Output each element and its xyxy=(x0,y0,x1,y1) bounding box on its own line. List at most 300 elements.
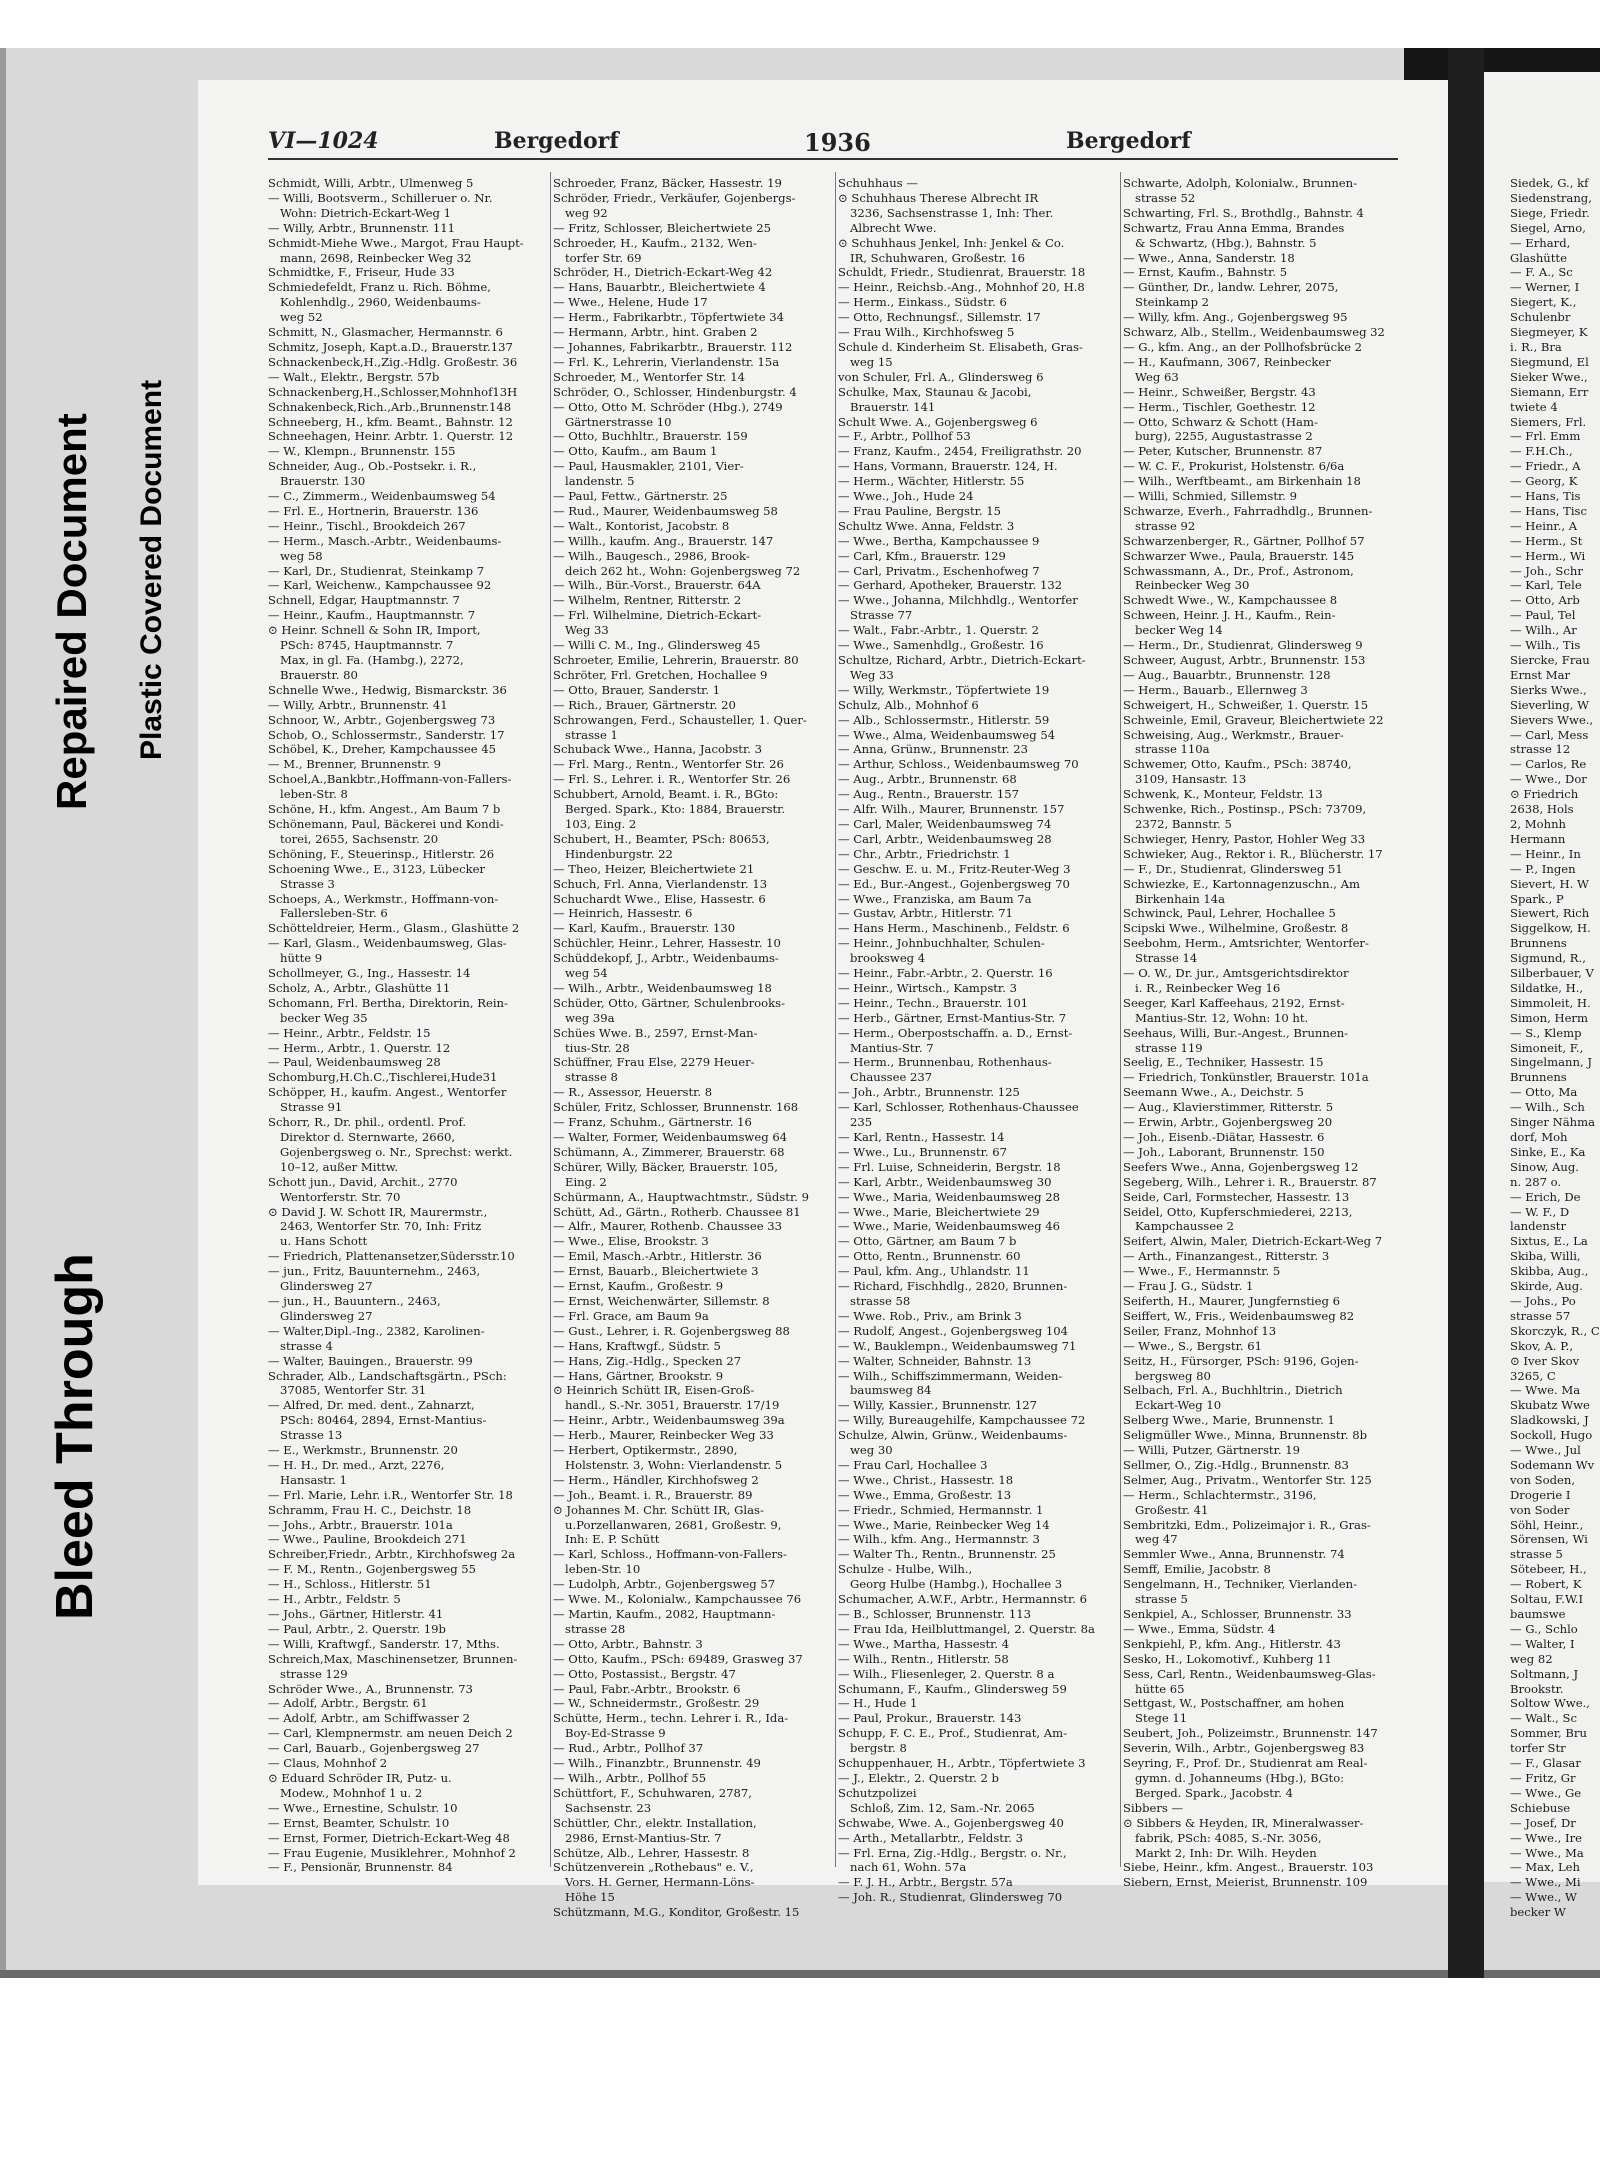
directory-entry: Schuldt, Friedr., Studienrat, Brauerstr. 18 xyxy=(838,265,1086,280)
directory-entry: — O. W., Dr. jur., Amtsgerichtsdirektor xyxy=(1123,966,1349,981)
directory-entry: Schumann, F., Kaufm., Glindersweg 59 xyxy=(838,1681,1067,1696)
directory-entry: Sesko, H., Lokomotivf., Kuhberg 11 xyxy=(1123,1651,1332,1666)
directory-entry: — Hans Herm., Maschinenb., Feldstr. 6 xyxy=(838,921,1070,936)
directory-entry: Schroeter, Emilie, Lehrerin, Brauerstr. 80 xyxy=(553,653,799,667)
adjacent-page-entry: — Wwe., Jul xyxy=(1510,1443,1581,1458)
directory-entry: Seifert, Alwin, Maler, Dietrich-Eckart-Weg 7 xyxy=(1123,1234,1383,1249)
directory-entry: Seeger, Karl Kaffeehaus, 2192, Ernst- xyxy=(1123,995,1345,1010)
directory-entry: — Frl. S., Lehrer. i. R., Wentorfer Str. 26 xyxy=(553,772,791,787)
adjacent-page-entry: — Heinr., A xyxy=(1510,518,1578,533)
directory-entry: weg 54 xyxy=(565,966,608,981)
adjacent-page-entry: — Frl. Emm xyxy=(1510,429,1581,444)
directory-entry: — Otto, Kaufm., PSch: 69489, Grasweg 37 xyxy=(553,1651,803,1666)
directory-entry: Schröder Wwe., A., Brunnenstr. 73 xyxy=(268,1681,473,1696)
directory-entry: Schramm, Frau H. C., Deichstr. 18 xyxy=(268,1502,472,1517)
directory-entry: Sibbers — xyxy=(1123,1800,1184,1815)
directory-entry: — H., Kaufmann, 3067, Reinbecker xyxy=(1123,354,1331,369)
directory-entry: — Herb., Gärtner, Ernst-Mantius-Str. 7 xyxy=(838,1010,1067,1025)
directory-entry: — Johannes, Fabrikarbtr., Brauerstr. 112 xyxy=(553,339,793,354)
directory-entry: Schüttfort, F., Schuhwaren, 2787, xyxy=(553,1785,752,1800)
directory-entry: — Herm., Masch.-Arbtr., Weidenbaums- xyxy=(268,533,502,548)
directory-entry: fabrik, PSch: 4085, S.-Nr. 3056, xyxy=(1135,1830,1322,1845)
directory-entry: u.Porzellanwaren, 2681, Großestr. 9, xyxy=(565,1517,782,1532)
directory-entry: Schnoor, W., Arbtr., Gojenbergsweg 73 xyxy=(268,712,496,727)
directory-entry: — Ernst, Weichenwärter, Sillemstr. 8 xyxy=(553,1293,770,1308)
directory-entry: — Wilh., Arbtr., Weidenbaumsweg 18 xyxy=(553,980,772,995)
directory-entry: — Otto, Postassist., Bergstr. 47 xyxy=(553,1666,736,1681)
directory-entry: Schollmeyer, G., Ing., Hassestr. 14 xyxy=(268,966,471,981)
directory-entry: — Otto, Rechnungsf., Sillemstr. 17 xyxy=(838,310,1041,325)
directory-entry: Schüffner, Frau Else, 2279 Heuer- xyxy=(553,1055,755,1070)
adjacent-page-entry: strasse 57 xyxy=(1510,1308,1571,1323)
directory-entry: — Heinr., Reichsb.-Ang., Mohnhof 20, H.8 xyxy=(838,280,1085,295)
directory-entry: weg 47 xyxy=(1135,1532,1178,1547)
adjacent-page-entry: — Wwe., W xyxy=(1510,1890,1577,1905)
scan-bottom-band xyxy=(0,1970,1600,1978)
directory-entry: — Ed., Bur.-Angest., Gojenbergsweg 70 xyxy=(838,876,1070,891)
adjacent-page-entry: Soltow Wwe., xyxy=(1510,1696,1590,1711)
directory-entry: Schmiedefeldt, Franz u. Rich. Böhme, xyxy=(268,280,491,295)
directory-entry: Schwarzenberger, R., Gärtner, Pollhof 57 xyxy=(1123,533,1365,548)
directory-entry: Seehaus, Willi, Bur.-Angest., Brunnen- xyxy=(1123,1025,1349,1040)
directory-entry: — Joh., Laborant, Brunnenstr. 150 xyxy=(1123,1144,1325,1159)
directory-entry: — Paul, Fettw., Gärtnerstr. 25 xyxy=(553,489,728,504)
adjacent-page-entry: 3265, C xyxy=(1510,1368,1556,1383)
directory-entry: — Heinr., Arbtr., Feldstr. 15 xyxy=(268,1025,431,1040)
directory-entry: Schuch, Frl. Anna, Vierlandenstr. 13 xyxy=(553,876,768,891)
directory-entry: Schüttler, Chr., elektr. Installation, xyxy=(553,1815,757,1830)
directory-entry: strasse 8 xyxy=(565,1070,618,1085)
directory-entry: Seide, Carl, Formstecher, Hassestr. 13 xyxy=(1123,1189,1350,1204)
directory-entry: — Fritz, Schlosser, Bleichertwiete 25 xyxy=(553,220,771,235)
adjacent-page-entry: — Joh., Schr xyxy=(1510,563,1583,578)
directory-entry: ⊙ David J. W. Schott IR, Maurermstr., xyxy=(268,1204,488,1219)
directory-entry: Selmer, Aug., Privatm., Wentorfer Str. 125 xyxy=(1123,1472,1372,1487)
directory-entry: — Emil, Masch.-Arbtr., Hitlerstr. 36 xyxy=(553,1249,762,1264)
adjacent-page-entry: Skov, A. P., xyxy=(1510,1338,1574,1353)
directory-entry: — Willi, Putzer, Gärtnerstr. 19 xyxy=(1123,1443,1300,1458)
header-year: 1936 xyxy=(804,128,871,157)
directory-entry: weg 58 xyxy=(280,548,323,563)
directory-entry: — Otto, Gärtner, am Baum 7 b xyxy=(838,1234,1017,1249)
directory-entry: Schloß, Zim. 12, Sam.-Nr. 2065 xyxy=(850,1800,1035,1815)
adjacent-page-entry: — Karl, Tele xyxy=(1510,578,1582,593)
directory-entry: — jun., H., Bauuntern., 2463, xyxy=(268,1293,441,1308)
adjacent-page-entry: strasse 12 xyxy=(1510,742,1571,757)
directory-entry: 103, Eing. 2 xyxy=(565,816,637,831)
directory-entry: Schule d. Kinderheim St. Elisabeth, Gras- xyxy=(838,339,1083,354)
adjacent-page-entry: Sörensen, Wi xyxy=(1510,1532,1588,1547)
directory-entry: Seiffert, W., Fris., Weidenbaumsweg 82 xyxy=(1123,1308,1355,1323)
directory-entry: — Heinr., Tischl., Brookdeich 267 xyxy=(268,518,466,533)
directory-entry: — Otto, Rentn., Brunnenstr. 60 xyxy=(838,1249,1021,1264)
directory-entry: torei, 2655, Sachsenstr. 20 xyxy=(280,831,439,846)
directory-entry: gymn. d. Johanneums (Hbg.), BGto: xyxy=(1135,1770,1345,1785)
directory-entry: Schubbert, Arnold, Beamt. i. R., BGto: xyxy=(553,787,779,802)
directory-entry: Schwieger, Henry, Pastor, Hohler Weg 33 xyxy=(1123,831,1366,846)
directory-entry: — Herm., Tischler, Goethestr. 12 xyxy=(1123,399,1316,414)
directory-entry: Schwarze, Everh., Fahrradhdlg., Brunnen- xyxy=(1123,503,1373,518)
directory-entry: — Peter, Kutscher, Brunnenstr. 87 xyxy=(1123,444,1323,459)
directory-entry: — Johs., Gärtner, Hitlerstr. 41 xyxy=(268,1607,444,1621)
adjacent-page-entry: — Wwe., Ge xyxy=(1510,1785,1582,1800)
directory-entry: leben-Str. 10 xyxy=(565,1562,641,1577)
directory-entry: Schrowangen, Ferd., Schausteller, 1. Quer- xyxy=(553,712,807,727)
directory-entry: — Frl. Marie, Lehr. i.R., Wentorfer Str. 18 xyxy=(268,1487,513,1502)
directory-entry: Schönemann, Paul, Bäckerei und Kondi- xyxy=(268,816,504,831)
directory-entry: Max, in gl. Fa. (Hambg.), 2272, xyxy=(280,653,464,667)
directory-entry: Gärtnerstrasse 10 xyxy=(565,414,672,429)
directory-entry: — Ernst, Kaufm., Bahnstr. 5 xyxy=(1123,265,1288,280)
directory-entry: — E., Werkmstr., Brunnenstr. 20 xyxy=(268,1443,458,1458)
directory-entry: — Herm., Einkass., Südstr. 6 xyxy=(838,295,1007,310)
directory-entry: Schwiezke, E., Kartonnagenzuschn., Am xyxy=(1123,876,1361,891)
directory-entry: strasse 119 xyxy=(1135,1040,1203,1055)
directory-entry: Schult Wwe. A., Gojenbergsweg 6 xyxy=(838,414,1038,429)
directory-entry: Direktor d. Sternwarte, 2660, xyxy=(280,1130,456,1144)
directory-entry: — Arth., Finanzangest., Ritterstr. 3 xyxy=(1123,1249,1330,1264)
directory-entry: — Heinr., Schweißer, Bergstr. 43 xyxy=(1123,384,1316,399)
adjacent-page-entry: — Otto, Ma xyxy=(1510,1085,1578,1100)
directory-entry: tius-Str. 28 xyxy=(565,1040,630,1055)
directory-entry: Schoel,A.,Bankbtr.,Hoffmann-von-Fallers- xyxy=(268,772,512,787)
adjacent-page-entry: — Paul, Tel xyxy=(1510,608,1576,623)
page-section-number: VI—1024 xyxy=(268,128,379,154)
directory-column-2 xyxy=(553,176,839,1920)
directory-entry: Schmidtke, F., Friseur, Hude 33 xyxy=(268,265,455,280)
directory-entry: — Gust., Lehrer, i. R. Gojenbergsweg 88 xyxy=(553,1323,790,1338)
directory-entry: — Ernst, Bauarb., Bleichertwiete 3 xyxy=(553,1264,759,1279)
adjacent-page-entry: Sievert, H. W xyxy=(1510,876,1589,891)
directory-entry: — Herm., Fabrikarbtr., Töpfertwiete 34 xyxy=(553,310,785,325)
adjacent-page-entry: 2, Mohnh xyxy=(1510,816,1566,831)
directory-entry: — Richard, Fischhdlg., 2820, Brunnen- xyxy=(838,1279,1068,1294)
directory-entry: — Wwe., Pauline, Brookdeich 271 xyxy=(268,1532,467,1547)
adjacent-page-entry: Simmoleit, H. xyxy=(1510,995,1591,1010)
directory-entry: — jun., Fritz, Bauunternehm., 2463, xyxy=(268,1264,481,1279)
directory-entry: Schüler, Fritz, Schlosser, Brunnenstr. 168 xyxy=(553,1100,799,1115)
directory-entry: — Friedrich, Plattenansetzer,Südersstr.10 xyxy=(268,1249,515,1264)
directory-entry: — Rudolf, Angest., Gojenbergsweg 104 xyxy=(838,1323,1069,1338)
directory-entry: — Herm., Wächter, Hitlerstr. 55 xyxy=(838,474,1025,489)
directory-entry: Schulze, Alwin, Grünw., Weidenbaums- xyxy=(838,1428,1068,1443)
directory-entry: hütte 9 xyxy=(280,951,323,966)
directory-entry: — Arthur, Schloss., Weidenbaumsweg 70 xyxy=(838,757,1079,772)
directory-entry: PSch: 80464, 2894, Ernst-Mantius- xyxy=(280,1413,487,1428)
directory-entry: — Wilh., Baugesch., 2986, Brook- xyxy=(553,548,750,563)
directory-entry: — Paul, Arbtr., 2. Querstr. 19b xyxy=(268,1621,446,1636)
directory-entry: Berged. Spark., Kto: 1884, Brauerstr. xyxy=(565,802,786,817)
directory-entry: — Joh., Arbtr., Brunnenstr. 125 xyxy=(838,1085,1020,1100)
directory-entry: Hansastr. 1 xyxy=(280,1472,347,1487)
directory-entry: ⊙ Heinr. Schnell & Sohn IR, Import, xyxy=(268,623,481,638)
directory-entry: strasse 1 xyxy=(565,727,618,742)
adjacent-page-entry: — Herm., St xyxy=(1510,533,1583,548)
directory-entry: Schützenverein „Rothebaus" e. V., xyxy=(553,1860,754,1875)
directory-entry: — Herm., Arbtr., 1. Querstr. 12 xyxy=(268,1040,451,1055)
plastic-covered-label: Plastic Covered Document xyxy=(135,379,168,760)
directory-entry: — Frl. Erna, Zig.-Hdlg., Bergstr. o. Nr., xyxy=(838,1845,1067,1860)
adjacent-page-entry: Sockoll, Hugo xyxy=(1510,1428,1593,1443)
directory-entry: Vors. H. Gerner, Hermann-Löns- xyxy=(565,1875,755,1890)
directory-entry: — Karl, Kaufm., Brauerstr. 130 xyxy=(553,921,736,936)
directory-entry: Modew., Mohnhof 1 u. 2 xyxy=(280,1785,423,1800)
directory-entry: Schob, O., Schlossermstr., Sanderstr. 17 xyxy=(268,727,505,742)
directory-entry: — Willy, Werkmstr., Töpfertwiete 19 xyxy=(838,682,1050,697)
directory-entry: Schöpper, H., kaufm. Angest., Wentorfer xyxy=(268,1085,507,1100)
adjacent-page-entry: Sierks Wwe., xyxy=(1510,682,1587,697)
adjacent-page-entry: Drogerie I xyxy=(1510,1487,1571,1502)
directory-entry: — Karl, Schlosser, Rothenhaus-Chaussee xyxy=(838,1100,1079,1115)
directory-entry: — Heinr., Kaufm., Hauptmannstr. 7 xyxy=(268,608,476,623)
directory-entry: — Wwe., F., Hermannstr. 5 xyxy=(1123,1264,1281,1279)
directory-entry: — Aug., Bauarbtr., Brunnenstr. 128 xyxy=(1123,667,1331,682)
directory-entry: Seefers Wwe., Anna, Gojenbergsweg 12 xyxy=(1123,1159,1359,1174)
adjacent-page-entry: Skibba, Aug., xyxy=(1510,1264,1589,1279)
directory-entry: — Friedrich, Tonkünstler, Brauerstr. 101a xyxy=(1123,1070,1369,1085)
directory-entry: — G., kfm. Ang., an der Pollhofsbrücke 2 xyxy=(1123,339,1363,354)
adjacent-page-entry: Brunnens xyxy=(1510,936,1567,951)
directory-entry: Semff, Emilie, Jacobstr. 8 xyxy=(1123,1562,1271,1577)
directory-entry: Chaussee 237 xyxy=(850,1070,933,1085)
directory-entry: Schümann, A., Zimmerer, Brauerstr. 68 xyxy=(553,1144,785,1159)
adjacent-page-entry: Siercke, Frau xyxy=(1510,653,1590,667)
directory-entry: Schnackenberg,H.,Schlosser,Mohnhof13H xyxy=(268,384,518,399)
directory-entry: Strasse 91 xyxy=(280,1100,343,1115)
adjacent-page-entry: — Heinr., In xyxy=(1510,846,1581,861)
directory-entry: 3236, Sachsenstrasse 1, Inh: Ther. xyxy=(850,205,1054,220)
directory-entry: Schroeder, H., Kaufm., 2132, Wen- xyxy=(553,235,757,250)
column-divider xyxy=(550,172,551,1867)
directory-entry: Schweer, August, Arbtr., Brunnenstr. 153 xyxy=(1123,653,1366,667)
directory-entry: — Wwe., Marie, Reinbecker Weg 14 xyxy=(838,1517,1050,1532)
directory-entry: Fallersleben-Str. 6 xyxy=(280,906,388,921)
directory-entry: — W., Klempn., Brunnenstr. 155 xyxy=(268,444,456,459)
directory-entry: — Aug., Rentn., Brauerstr. 157 xyxy=(838,787,1020,802)
adjacent-page-entry: Siegmund, El xyxy=(1510,354,1589,369)
directory-entry: Schwemer, Otto, Kaufm., PSch: 38740, xyxy=(1123,757,1352,772)
adjacent-page-entry: Schiebuse xyxy=(1510,1800,1571,1815)
directory-entry: — Wwe., Alma, Weidenbaumsweg 54 xyxy=(838,727,1056,742)
directory-entry: — W., Schneidermstr., Großestr. 29 xyxy=(553,1696,760,1711)
directory-entry: Weg 63 xyxy=(1135,369,1179,384)
directory-entry: — Wwe., Emma, Großestr. 13 xyxy=(838,1487,1012,1502)
directory-entry: Schultze, Richard, Arbtr., Dietrich-Eckart- xyxy=(838,653,1086,667)
directory-entry: — Hans, Zig.-Hdlg., Specken 27 xyxy=(553,1353,742,1368)
header-city-left: Bergedorf xyxy=(494,128,619,154)
directory-entry: Weg 33 xyxy=(850,667,894,682)
directory-entry: Schmidt, Willi, Arbtr., Ulmenweg 5 xyxy=(268,176,474,190)
directory-entry: ⊙ Schuhhaus Jenkel, Inh: Jenkel & Co. xyxy=(838,235,1065,250)
directory-entry: — Herb., Maurer, Reinbecker Weg 33 xyxy=(553,1428,774,1443)
directory-entry: Markt 2, Inh: Dr. Wilh. Heyden xyxy=(1135,1845,1317,1860)
directory-entry: Schweigert, H., Schweißer, 1. Querstr. 15 xyxy=(1123,697,1369,712)
directory-entry: Steinkamp 2 xyxy=(1135,295,1210,310)
directory-entry: Seiferth, H., Maurer, Jungfernstieg 6 xyxy=(1123,1293,1340,1308)
directory-entry: Schöne, H., kfm. Angest., Am Baum 7 b xyxy=(268,802,501,817)
directory-entry: — Willy, Bureaugehilfe, Kampchaussee 72 xyxy=(838,1413,1086,1428)
directory-entry: — Gerhard, Apotheker, Brauerstr. 132 xyxy=(838,578,1063,593)
adjacent-page-entry: — Wwe., Dor xyxy=(1510,772,1587,787)
adjacent-page-entry: — Wwe., Ma xyxy=(1510,1845,1584,1860)
directory-entry: Schwassmann, A., Dr., Prof., Astronom, xyxy=(1123,563,1354,578)
directory-entry: — Wwe., Marie, Weidenbaumsweg 46 xyxy=(838,1219,1060,1234)
directory-entry: strasse 58 xyxy=(850,1293,911,1308)
directory-entry: bergstr. 8 xyxy=(850,1741,907,1756)
adjacent-page-entry: — Werner, I xyxy=(1510,280,1580,295)
directory-entry: Schutzpolizei xyxy=(838,1785,917,1800)
directory-entry: — Walter,Dipl.-Ing., 2382, Karolinen- xyxy=(268,1323,485,1338)
directory-entry: — Frl. K., Lehrerin, Vierlandenstr. 15a xyxy=(553,354,780,369)
directory-entry: 10–12, außer Mittw. xyxy=(280,1159,399,1174)
directory-entry: — Adolf, Arbtr., am Schiffwasser 2 xyxy=(268,1711,470,1726)
directory-entry: nach 61, Wohn. 57a xyxy=(850,1860,967,1875)
directory-entry: Schürmann, A., Hauptwachtmstr., Südstr. 9 xyxy=(553,1189,809,1204)
directory-entry: — Friedr., Schmied, Hermannstr. 1 xyxy=(838,1502,1044,1517)
adjacent-page-entry: 2638, Hols xyxy=(1510,802,1574,817)
directory-entry: — Rich., Brauer, Gärtnerstr. 20 xyxy=(553,697,736,712)
adjacent-page-entry: Siggelkow, H. xyxy=(1510,921,1591,936)
directory-entry: Sellmer, O., Zig.-Hdlg., Brunnenstr. 83 xyxy=(1123,1457,1349,1472)
directory-entry: — Hermann, Arbtr., hint. Graben 2 xyxy=(553,325,758,340)
directory-entry: — Geschw. E. u. M., Fritz-Reuter-Weg 3 xyxy=(838,861,1071,876)
directory-entry: Großestr. 41 xyxy=(1135,1502,1209,1517)
directory-entry: Eckart-Weg 10 xyxy=(1135,1398,1222,1413)
directory-entry: Selberg Wwe., Marie, Brunnenstr. 1 xyxy=(1123,1413,1335,1428)
directory-entry: — Anna, Grünw., Brunnenstr. 23 xyxy=(838,742,1028,757)
directory-entry: — Adolf, Arbtr., Bergstr. 61 xyxy=(268,1696,428,1711)
directory-entry: Schwenk, K., Monteur, Feldstr. 13 xyxy=(1123,787,1323,802)
directory-entry: — H., Arbtr., Feldstr. 5 xyxy=(268,1592,401,1607)
directory-entry: Sess, Carl, Rentn., Weidenbaumsweg-Glas- xyxy=(1123,1666,1376,1681)
directory-entry: — Frau J. G., Südstr. 1 xyxy=(1123,1279,1254,1294)
directory-entry: Schwarte, Adolph, Kolonialw., Brunnen- xyxy=(1123,176,1358,190)
directory-entry: Schnell, Edgar, Hauptmannstr. 7 xyxy=(268,593,460,608)
directory-entry: — Wwe. M., Kolonialw., Kampchaussee 76 xyxy=(553,1592,802,1607)
directory-entry: — Wwe., Elise, Brookstr. 3 xyxy=(553,1234,709,1249)
adjacent-page-entry: — Friedr., A xyxy=(1510,459,1581,474)
directory-entry: weg 15 xyxy=(850,354,893,369)
adjacent-page-entry: Sommer, Bru xyxy=(1510,1726,1587,1741)
directory-entry: Schnackenbeck,H.,Zig.-Hdlg. Großestr. 36 xyxy=(268,354,518,369)
directory-entry: Schützmann, M.G., Konditor, Großestr. 15 xyxy=(553,1905,800,1920)
adjacent-page-entry: — Robert, K xyxy=(1510,1577,1582,1592)
directory-entry: 2463, Wentorfer Str. 70, Inh: Fritz xyxy=(280,1219,482,1234)
adjacent-page-entry: ⊙ Iver Skov xyxy=(1510,1353,1580,1368)
directory-entry: Schorr, R., Dr. phil., ordentl. Prof. xyxy=(268,1115,467,1130)
directory-entry: — Franz, Schuhm., Gärtnerstr. 16 xyxy=(553,1115,752,1130)
directory-entry: Siebe, Heinr., kfm. Angest., Brauerstr. 103 xyxy=(1123,1860,1374,1875)
directory-entry: — Hans, Kraftwgf., Südstr. 5 xyxy=(553,1338,721,1353)
adjacent-page-entry: Soltau, F.W.I xyxy=(1510,1592,1584,1607)
directory-entry: Scholz, A., Arbtr., Glashütte 11 xyxy=(268,980,451,995)
directory-column-3 xyxy=(838,176,1124,1905)
directory-entry: Schües Wwe. B., 2597, Ernst-Man- xyxy=(553,1025,758,1040)
directory-entry: Schreiber,Friedr., Arbtr., Kirchhofsweg 2a xyxy=(268,1547,516,1562)
directory-entry: — Joh., Beamt. i. R., Brauerstr. 89 xyxy=(553,1487,753,1502)
directory-entry: — Wwe., Martha, Hassestr. 4 xyxy=(838,1636,1010,1651)
directory-entry: handl., S.-Nr. 3051, Brauerstr. 17/19 xyxy=(565,1398,780,1413)
directory-entry: Hindenburgstr. 22 xyxy=(565,846,673,861)
adjacent-page-entry: Sladkowski, J xyxy=(1510,1413,1589,1428)
directory-entry: bergsweg 80 xyxy=(1135,1368,1211,1383)
directory-entry: Schröder, Friedr., Verkäufer, Gojenbergs- xyxy=(553,190,796,205)
directory-entry: — Otto, Otto M. Schröder (Hbg.), 2749 xyxy=(553,399,783,414)
adjacent-page-entry: Sinke, E., Ka xyxy=(1510,1144,1586,1159)
directory-entry: — Walter, Schneider, Bahnstr. 13 xyxy=(838,1353,1032,1368)
directory-entry: — Carl, Kfm., Brauerstr. 129 xyxy=(838,548,1006,563)
adjacent-page-entry: becker W xyxy=(1510,1905,1566,1920)
directory-entry: — Wilh., Arbtr., Pollhof 55 xyxy=(553,1770,707,1785)
adjacent-page-entry: Sieker Wwe., xyxy=(1510,369,1588,384)
directory-entry: Schwinck, Paul, Lehrer, Hochallee 5 xyxy=(1123,906,1336,921)
directory-entry: — Paul, Weidenbaumsweg 28 xyxy=(268,1055,441,1070)
directory-entry: — Heinr., Arbtr., Weidenbaumsweg 39a xyxy=(553,1413,785,1428)
directory-entry: Schwenke, Rich., Postinsp., PSch: 73709, xyxy=(1123,802,1367,817)
directory-entry: Mantius-Str. 12, Wohn: 10 ht. xyxy=(1135,1010,1309,1025)
directory-entry: Höhe 15 xyxy=(565,1890,615,1905)
adjacent-page-entry: — Erich, De xyxy=(1510,1189,1581,1204)
directory-entry: Glindersweg 27 xyxy=(280,1308,373,1323)
directory-entry: — Wilh., Werftbeamt., am Birkenhain 18 xyxy=(1123,474,1361,489)
directory-entry: Schötteldreier, Herm., Glasm., Glashütte 2 xyxy=(268,921,520,936)
adjacent-page-entry: Singelmann, J xyxy=(1510,1055,1592,1070)
directory-entry: — Walt., Elektr., Bergstr. 57b xyxy=(268,369,440,384)
directory-entry: Schwartz, Frau Anna Emma, Brandes xyxy=(1123,220,1345,235)
directory-entry: — Hans, Bauarbtr., Bleichertwiete 4 xyxy=(553,280,766,295)
directory-entry: IR, Schuhwaren, Großestr. 16 xyxy=(850,250,1025,265)
directory-entry: — Wwe., Helene, Hude 17 xyxy=(553,295,708,310)
directory-column-1 xyxy=(268,176,554,1875)
directory-entry: — Karl, Schloss., Hoffmann-von-Fallers- xyxy=(553,1547,787,1562)
directory-entry: Brauerstr. 130 xyxy=(280,474,366,489)
directory-entry: weg 92 xyxy=(565,205,608,220)
directory-entry: — R., Assessor, Heuerstr. 8 xyxy=(553,1085,713,1100)
directory-entry: Schwarting, Frl. S., Brothdlg., Bahnstr. 4 xyxy=(1123,205,1364,220)
directory-entry: — Carl, Klempnermstr. am neuen Deich 2 xyxy=(268,1726,513,1741)
adjacent-page-entry: Sieverling, W xyxy=(1510,697,1590,712)
directory-entry: — Joh. R., Studienrat, Glindersweg 70 xyxy=(838,1890,1063,1905)
directory-entry: — Aug., Arbtr., Brunnenstr. 68 xyxy=(838,772,1017,787)
adjacent-page-entry: Skorczyk, R., C xyxy=(1510,1323,1600,1338)
directory-entry: u. Hans Schott xyxy=(280,1234,368,1249)
directory-entry: Schomann, Frl. Bertha, Direktorin, Rein- xyxy=(268,995,508,1010)
directory-entry: — Hans, Vormann, Brauerstr. 124, H. xyxy=(838,459,1058,474)
header-city-right: Bergedorf xyxy=(1066,128,1191,154)
directory-entry: becker Weg 35 xyxy=(280,1010,368,1025)
directory-entry: Eing. 2 xyxy=(565,1174,607,1189)
adjacent-page-entry: Siedenstrang, xyxy=(1510,190,1592,205)
directory-entry: Schwieker, Aug., Rektor i. R., Blücherstr. 17 xyxy=(1123,846,1383,861)
directory-entry: — Gustav, Arbtr., Hitlerstr. 71 xyxy=(838,906,1013,921)
adjacent-page-entry: Spark., P xyxy=(1510,891,1564,906)
directory-entry: — Alfred, Dr. med. dent., Zahnarzt, xyxy=(268,1398,475,1413)
directory-entry: Schoening Wwe., E., 3123, Lübecker xyxy=(268,861,486,876)
directory-entry: Schwarz, Alb., Stellm., Weidenbaumsweg 32 xyxy=(1123,325,1385,340)
directory-entry: — Karl, Rentn., Hassestr. 14 xyxy=(838,1130,1005,1144)
directory-entry: Schween, Heinr. J. H., Kaufm., Rein- xyxy=(1123,608,1336,623)
directory-entry: — F., Dr., Studienrat, Glindersweg 51 xyxy=(1123,861,1343,876)
directory-entry: Birkenhain 14a xyxy=(1135,891,1226,906)
directory-entry: Schulze - Hulbe, Wilh., xyxy=(838,1562,973,1577)
adjacent-page-entry: Sigmund, R., xyxy=(1510,951,1586,966)
directory-entry: — Alb., Schlossermstr., Hitlerstr. 59 xyxy=(838,712,1050,727)
directory-entry: Seiler, Franz, Mohnhof 13 xyxy=(1123,1323,1277,1338)
directory-entry: — Herm., Dr., Studienrat, Glindersweg 9 xyxy=(1123,638,1363,653)
adjacent-page-entry: — Fritz, Gr xyxy=(1510,1770,1576,1785)
directory-entry: — Karl, Glasm., Weidenbaumsweg, Glas- xyxy=(268,936,507,951)
directory-entry: — Herm., Händler, Kirchhofsweg 2 xyxy=(553,1472,759,1487)
